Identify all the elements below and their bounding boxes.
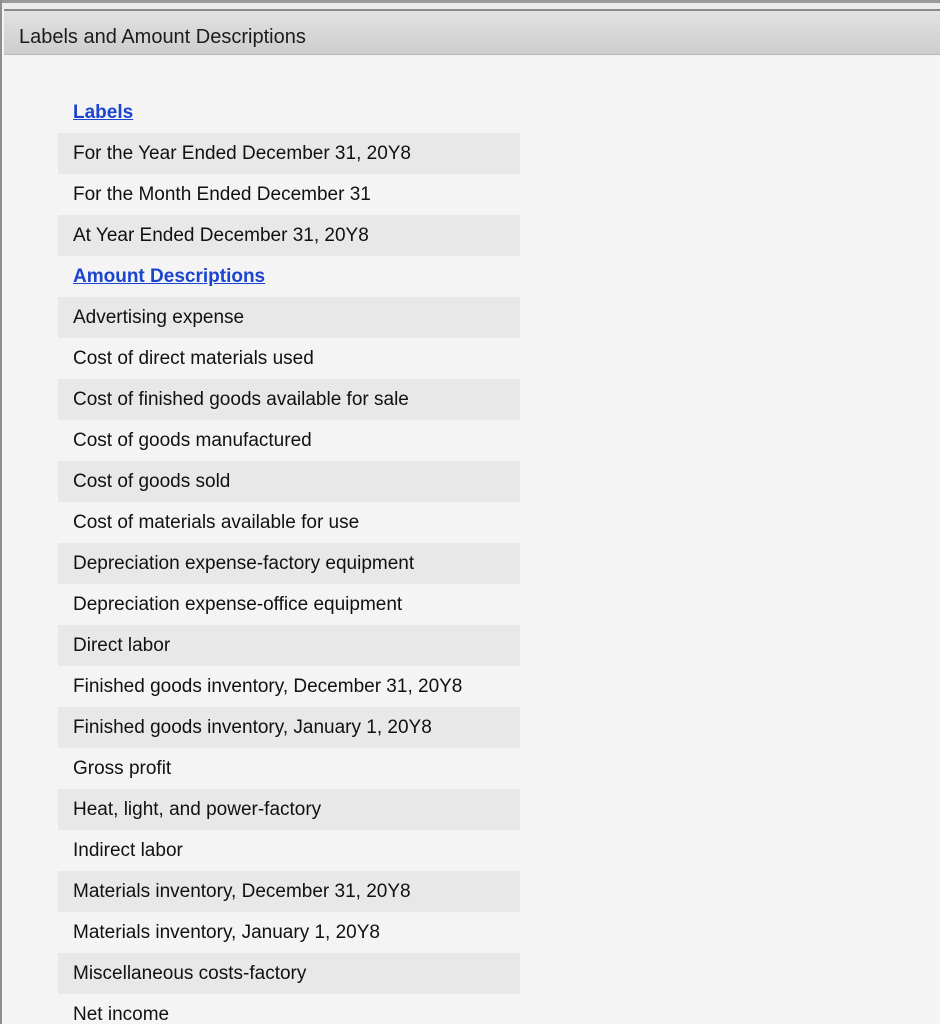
amount-description-item[interactable]: Cost of goods manufactured <box>73 430 312 451</box>
amount-description-item[interactable]: Advertising expense <box>58 297 520 338</box>
amount-description-item[interactable]: Depreciation expense-factory equipment <box>58 543 520 584</box>
label-item[interactable]: For the Year Ended December 31, 20Y8 <box>58 133 520 174</box>
amount-description-item[interactable]: Miscellaneous costs-factory <box>58 953 520 994</box>
amount-description-item[interactable]: Direct labor <box>58 625 520 666</box>
label-item[interactable]: At Year Ended December 31, 20Y8 <box>58 215 520 256</box>
amount-description-item[interactable]: Materials inventory, December 31, 20Y8 <box>58 871 520 912</box>
amount-description-item[interactable]: Indirect labor <box>73 840 183 861</box>
amount-descriptions-heading[interactable]: Amount Descriptions <box>73 266 266 287</box>
label-item[interactable]: For the Month Ended December 31 <box>73 184 371 205</box>
amount-description-item[interactable]: Net income <box>73 1004 170 1024</box>
amount-description-item[interactable]: Depreciation expense-office equipment <box>73 594 403 615</box>
amount-description-item[interactable]: Gross profit <box>73 758 172 779</box>
panel-title: Labels and Amount Descriptions <box>19 26 306 48</box>
panel-header <box>4 9 940 55</box>
amount-description-item[interactable]: Cost of materials available for use <box>73 512 360 533</box>
amount-description-item[interactable]: Materials inventory, January 1, 20Y8 <box>73 922 380 943</box>
amount-description-item[interactable]: Cost of goods sold <box>58 461 520 502</box>
amount-description-item[interactable]: Cost of direct materials used <box>73 348 314 369</box>
amount-description-item[interactable]: Heat, light, and power-factory <box>58 789 520 830</box>
amount-description-item[interactable]: Cost of finished goods available for sale <box>58 379 520 420</box>
labels-heading[interactable]: Labels <box>73 102 134 123</box>
labels-list <box>58 92 520 1024</box>
amount-description-item[interactable]: Finished goods inventory, January 1, 20Y8 <box>58 707 520 748</box>
amount-description-item[interactable]: Finished goods inventory, December 31, 20Y8 <box>73 676 463 697</box>
